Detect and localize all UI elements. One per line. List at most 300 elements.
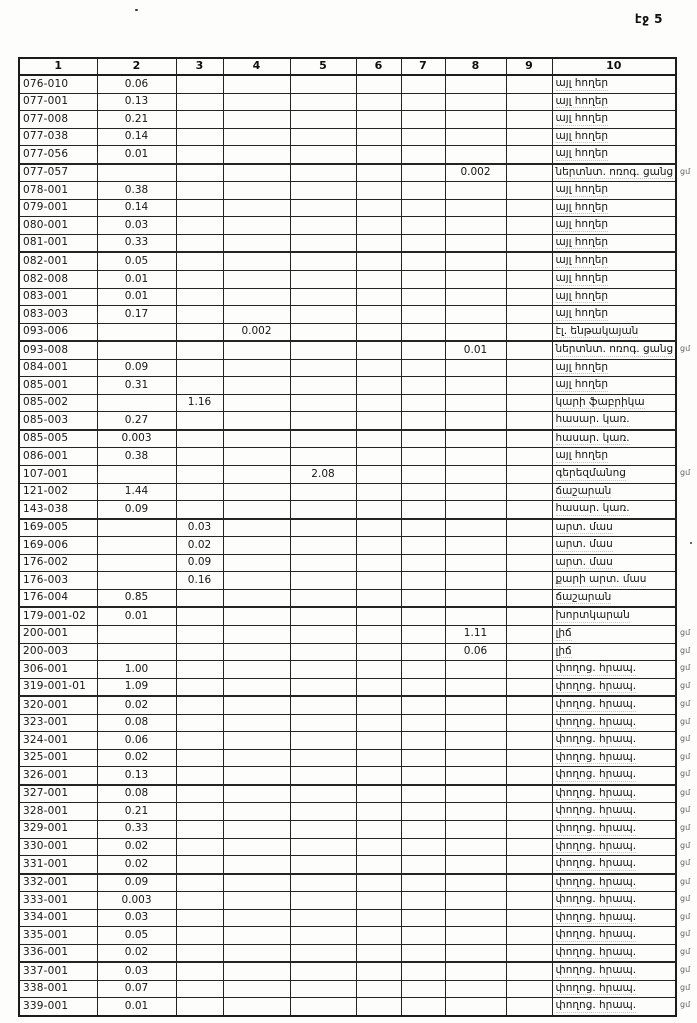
value-cell-col8	[445, 466, 506, 484]
value-cell-col2	[97, 554, 176, 572]
column-header: 5	[290, 58, 356, 75]
value-cell-col3	[176, 483, 223, 501]
value-cell-col8	[445, 199, 506, 217]
value-cell-col8	[445, 93, 506, 111]
value-cell-col2: 0.27	[97, 412, 176, 430]
column-header: 3	[176, 58, 223, 75]
column-header: 1	[19, 58, 97, 75]
value-cell-col5	[290, 572, 356, 590]
value-cell-col2: 0.01	[97, 998, 176, 1016]
land-type-cell	[552, 448, 676, 466]
table-row	[19, 448, 676, 466]
value-cell-col2: 0.01	[97, 146, 176, 164]
land-parcel-table	[18, 57, 691, 1017]
value-cell-col8	[445, 998, 506, 1016]
handwritten-margin-note: ցմ	[680, 1000, 691, 1010]
land-type-cell	[552, 519, 676, 537]
value-cell-col8	[445, 377, 506, 395]
land-type-label: այլ հողեր	[555, 218, 609, 231]
value-cell-col4	[223, 483, 290, 501]
table-row	[19, 767, 676, 785]
handwritten-margin-note: ցմ	[680, 787, 691, 797]
value-cell-col5	[290, 341, 356, 359]
handwritten-margin-note: ցմ	[680, 858, 691, 868]
parcel-code-cell: 081-001	[19, 234, 97, 252]
value-cell-col2	[97, 323, 176, 341]
value-cell-col3	[176, 341, 223, 359]
value-cell-col6	[356, 909, 401, 927]
value-cell-col4	[223, 678, 290, 696]
land-type-label: արտ. մաս	[555, 555, 613, 568]
land-type-label: փողոց. հրապ.	[555, 839, 637, 852]
value-cell-col8	[445, 909, 506, 927]
value-cell-col2: 0.05	[97, 252, 176, 270]
parcel-code-cell: 169-005	[19, 519, 97, 537]
land-type-label: այլ հողեր	[555, 378, 609, 391]
land-type-cell	[552, 323, 676, 341]
value-cell-col5	[290, 625, 356, 643]
land-type-label: փողոց. հրապ.	[555, 910, 637, 923]
header-row	[19, 58, 676, 75]
table-row	[19, 501, 676, 519]
table-row	[19, 519, 676, 537]
handwritten-margin-note: ցմ	[680, 699, 691, 709]
value-cell-col4	[223, 234, 290, 252]
handwritten-margin-note: ցմ	[680, 769, 691, 779]
value-cell-col3	[176, 767, 223, 785]
value-cell-col3: 1.16	[176, 394, 223, 412]
land-type-cell	[552, 164, 691, 182]
land-type-cell	[552, 111, 676, 129]
value-cell-col6	[356, 785, 401, 803]
value-cell-col6	[356, 234, 401, 252]
parcel-code-cell: 328-001	[19, 803, 97, 821]
value-cell-col8	[445, 111, 506, 129]
value-cell-col6	[356, 767, 401, 785]
value-cell-col9	[506, 359, 552, 377]
value-cell-col2: 0.09	[97, 874, 176, 892]
value-cell-col2: 0.05	[97, 927, 176, 945]
land-type-cell	[552, 589, 676, 607]
value-cell-col9	[506, 785, 552, 803]
land-type-cell	[552, 93, 676, 111]
value-cell-col4	[223, 589, 290, 607]
value-cell-col8: 1.11	[445, 625, 506, 643]
value-cell-col8	[445, 234, 506, 252]
land-type-label: ճաշարան	[555, 590, 612, 603]
land-type-label: փողոց. հրապ.	[555, 768, 637, 781]
value-cell-col4	[223, 785, 290, 803]
parcel-code-cell: 339-001	[19, 998, 97, 1016]
land-type-cell	[552, 856, 691, 874]
value-cell-col3: 0.09	[176, 554, 223, 572]
parcel-code-cell: 121-002	[19, 483, 97, 501]
table-row	[19, 394, 676, 412]
value-cell-col9	[506, 146, 552, 164]
value-cell-col5	[290, 927, 356, 945]
value-cell-col5	[290, 696, 356, 714]
land-type-cell	[552, 980, 691, 998]
value-cell-col7	[401, 341, 445, 359]
table-header	[19, 58, 676, 75]
value-cell-col3	[176, 803, 223, 821]
table-row	[19, 111, 676, 129]
handwritten-margin-note: ցմ	[680, 751, 691, 761]
parcel-code-cell: 338-001	[19, 980, 97, 998]
value-cell-col5	[290, 874, 356, 892]
parcel-code-cell: 326-001	[19, 767, 97, 785]
value-cell-col4	[223, 359, 290, 377]
value-cell-col6	[356, 980, 401, 998]
handwritten-margin-note: ցմ	[680, 468, 691, 478]
table-row	[19, 252, 676, 270]
land-type-label: փողոց. հրապ.	[555, 679, 637, 692]
value-cell-col6	[356, 519, 401, 537]
value-cell-col7	[401, 767, 445, 785]
land-type-cell	[552, 483, 676, 501]
handwritten-margin-note: ցմ	[680, 965, 691, 975]
value-cell-col7	[401, 306, 445, 324]
land-type-cell	[552, 643, 691, 661]
land-type-cell	[552, 696, 691, 714]
handwritten-margin-note: ցմ	[680, 344, 691, 354]
handwritten-margin-note: ցմ	[680, 663, 691, 673]
land-type-cell	[552, 234, 676, 252]
table-row	[19, 838, 676, 856]
land-type-cell	[552, 430, 676, 448]
value-cell-col9	[506, 128, 552, 146]
value-cell-col5	[290, 785, 356, 803]
value-cell-col8	[445, 678, 506, 696]
parcel-code-cell: 331-001	[19, 856, 97, 874]
value-cell-col7	[401, 288, 445, 306]
value-cell-col3	[176, 696, 223, 714]
value-cell-col6	[356, 803, 401, 821]
value-cell-col3	[176, 909, 223, 927]
table-row	[19, 607, 676, 625]
value-cell-col7	[401, 501, 445, 519]
value-cell-col5	[290, 519, 356, 537]
land-type-label: էլ. ենթակայան	[555, 324, 639, 337]
value-cell-col8	[445, 607, 506, 625]
value-cell-col5	[290, 93, 356, 111]
column-header: 2	[97, 58, 176, 75]
value-cell-col7	[401, 749, 445, 767]
value-cell-col4	[223, 182, 290, 200]
table-row	[19, 678, 676, 696]
value-cell-col3	[176, 998, 223, 1016]
value-cell-col9	[506, 394, 552, 412]
parcel-code-cell: 082-008	[19, 271, 97, 289]
parcel-code-cell: 076-010	[19, 75, 97, 93]
value-cell-col6	[356, 182, 401, 200]
value-cell-col7	[401, 643, 445, 661]
parcel-code-cell: 320-001	[19, 696, 97, 714]
parcel-code-cell: 077-056	[19, 146, 97, 164]
value-cell-col3	[176, 466, 223, 484]
value-cell-col8: 0.01	[445, 341, 506, 359]
handwritten-margin-note: ցմ	[680, 680, 691, 690]
value-cell-col3	[176, 182, 223, 200]
parcel-code-cell: 083-001	[19, 288, 97, 306]
value-cell-col9	[506, 430, 552, 448]
value-cell-col7	[401, 714, 445, 732]
value-cell-col5	[290, 661, 356, 679]
parcel-code-cell: 336-001	[19, 944, 97, 962]
value-cell-col4	[223, 501, 290, 519]
value-cell-col9	[506, 537, 552, 555]
value-cell-col5	[290, 678, 356, 696]
land-type-cell	[552, 146, 676, 164]
table-row	[19, 341, 676, 359]
value-cell-col6	[356, 323, 401, 341]
value-cell-col3	[176, 820, 223, 838]
value-cell-col3	[176, 271, 223, 289]
land-type-label: փողոց. հրապ.	[555, 733, 637, 746]
parcel-code-cell: 080-001	[19, 217, 97, 235]
value-cell-col4	[223, 93, 290, 111]
value-cell-col9	[506, 856, 552, 874]
land-type-label: փողոց. հրապ.	[555, 999, 637, 1012]
value-cell-col4	[223, 217, 290, 235]
value-cell-col6	[356, 838, 401, 856]
land-type-cell	[552, 341, 691, 359]
land-type-cell	[552, 803, 691, 821]
value-cell-col9	[506, 838, 552, 856]
value-cell-col8	[445, 537, 506, 555]
value-cell-col6	[356, 359, 401, 377]
parcel-code-cell: 077-008	[19, 111, 97, 129]
parcel-code-cell: 327-001	[19, 785, 97, 803]
column-header: 10	[552, 58, 676, 75]
parcel-code-cell: 325-001	[19, 749, 97, 767]
value-cell-col2: 0.33	[97, 234, 176, 252]
value-cell-col7	[401, 271, 445, 289]
land-type-label: փողոց. հրապ.	[555, 662, 637, 675]
value-cell-col5	[290, 430, 356, 448]
value-cell-col2: 0.02	[97, 838, 176, 856]
value-cell-col7	[401, 93, 445, 111]
value-cell-col4	[223, 944, 290, 962]
value-cell-col9	[506, 944, 552, 962]
handwritten-margin-note: ցմ	[680, 627, 691, 637]
value-cell-col9	[506, 111, 552, 129]
value-cell-col2: 0.14	[97, 199, 176, 217]
value-cell-col9	[506, 714, 552, 732]
value-cell-col6	[356, 962, 401, 980]
value-cell-col6	[356, 199, 401, 217]
table-row	[19, 625, 676, 643]
column-header: 8	[445, 58, 506, 75]
value-cell-col7	[401, 661, 445, 679]
parcel-code-cell: 169-006	[19, 537, 97, 555]
value-cell-col5	[290, 182, 356, 200]
value-cell-col6	[356, 944, 401, 962]
value-cell-col7	[401, 607, 445, 625]
land-type-cell	[552, 128, 676, 146]
table-row	[19, 909, 676, 927]
value-cell-col8	[445, 749, 506, 767]
value-cell-col2: 0.08	[97, 785, 176, 803]
land-type-label: ներտնտ. ոռոգ. ցանց	[555, 165, 674, 178]
value-cell-col4	[223, 341, 290, 359]
table-row	[19, 323, 676, 341]
value-cell-col6	[356, 661, 401, 679]
value-cell-col2	[97, 164, 176, 182]
value-cell-col9	[506, 501, 552, 519]
value-cell-col6	[356, 483, 401, 501]
value-cell-col8	[445, 856, 506, 874]
page-number: էջ 5	[634, 12, 663, 26]
handwritten-margin-note: ցմ	[680, 911, 691, 921]
value-cell-col9	[506, 732, 552, 750]
value-cell-col2: 0.14	[97, 128, 176, 146]
land-type-cell	[552, 252, 676, 270]
handwritten-margin-note: ցմ	[680, 840, 691, 850]
value-cell-col4	[223, 732, 290, 750]
parcel-code-cell: 319-001-01	[19, 678, 97, 696]
value-cell-col4	[223, 892, 290, 910]
value-cell-col4	[223, 271, 290, 289]
table-row	[19, 643, 676, 661]
value-cell-col9	[506, 554, 552, 572]
land-type-cell	[552, 537, 676, 555]
value-cell-col5	[290, 589, 356, 607]
value-cell-col9	[506, 998, 552, 1016]
land-type-cell	[552, 767, 691, 785]
land-type-cell	[552, 288, 676, 306]
value-cell-col5	[290, 643, 356, 661]
value-cell-col4	[223, 146, 290, 164]
value-cell-col2: 0.09	[97, 359, 176, 377]
table-row	[19, 944, 676, 962]
value-cell-col2: 0.21	[97, 111, 176, 129]
value-cell-col6	[356, 696, 401, 714]
land-type-label: հասար. կառ.	[555, 431, 630, 444]
table-row	[19, 466, 676, 484]
value-cell-col7	[401, 856, 445, 874]
value-cell-col9	[506, 75, 552, 93]
value-cell-col8	[445, 962, 506, 980]
value-cell-col8	[445, 714, 506, 732]
value-cell-col4	[223, 714, 290, 732]
value-cell-col3	[176, 252, 223, 270]
value-cell-col4	[223, 856, 290, 874]
value-cell-col3	[176, 288, 223, 306]
value-cell-col9	[506, 234, 552, 252]
value-cell-col4	[223, 430, 290, 448]
value-cell-col4	[223, 767, 290, 785]
value-cell-col7	[401, 182, 445, 200]
land-type-cell	[552, 661, 691, 679]
value-cell-col8	[445, 306, 506, 324]
land-type-label: հասար. կառ.	[555, 502, 630, 515]
table-row	[19, 146, 676, 164]
table-row	[19, 732, 676, 750]
value-cell-col4	[223, 448, 290, 466]
value-cell-col3	[176, 75, 223, 93]
value-cell-col7	[401, 732, 445, 750]
value-cell-col7	[401, 909, 445, 927]
land-type-label: փողոց. հրապ.	[555, 945, 637, 958]
land-type-cell	[552, 199, 676, 217]
value-cell-col3	[176, 874, 223, 892]
parcel-code-cell: 179-001-02	[19, 607, 97, 625]
land-type-label: փողոց. հրապ.	[555, 750, 637, 763]
value-cell-col2: 0.17	[97, 306, 176, 324]
value-cell-col4	[223, 803, 290, 821]
value-cell-col8	[445, 448, 506, 466]
value-cell-col8	[445, 874, 506, 892]
land-type-label: այլ հողեր	[555, 147, 609, 160]
value-cell-col6	[356, 448, 401, 466]
value-cell-col9	[506, 412, 552, 430]
value-cell-col9	[506, 820, 552, 838]
value-cell-col2: 0.01	[97, 607, 176, 625]
land-type-cell	[552, 714, 691, 732]
value-cell-col8	[445, 519, 506, 537]
value-cell-col8	[445, 146, 506, 164]
value-cell-col9	[506, 252, 552, 270]
scan-speck	[690, 542, 692, 544]
land-type-label: ներտնտ. ոռոգ. ցանց	[555, 343, 674, 356]
land-type-label: փողոց. հրապ.	[555, 821, 637, 834]
value-cell-col6	[356, 306, 401, 324]
value-cell-col3	[176, 501, 223, 519]
parcel-code-cell: 337-001	[19, 962, 97, 980]
table-row	[19, 306, 676, 324]
value-cell-col5	[290, 749, 356, 767]
value-cell-col7	[401, 998, 445, 1016]
parcel-code-cell: 107-001	[19, 466, 97, 484]
parcel-code-cell: 077-001	[19, 93, 97, 111]
land-type-label: փողոց. հրապ.	[555, 857, 637, 870]
table-row	[19, 75, 676, 93]
value-cell-col2: 0.003	[97, 430, 176, 448]
value-cell-col4	[223, 252, 290, 270]
table-row	[19, 199, 676, 217]
value-cell-col9	[506, 199, 552, 217]
value-cell-col9	[506, 288, 552, 306]
table-row	[19, 856, 676, 874]
value-cell-col9	[506, 323, 552, 341]
value-cell-col4	[223, 661, 290, 679]
value-cell-col2: 0.01	[97, 271, 176, 289]
value-cell-col6	[356, 75, 401, 93]
value-cell-col9	[506, 483, 552, 501]
value-cell-col9	[506, 93, 552, 111]
value-cell-col4	[223, 466, 290, 484]
table-row	[19, 998, 676, 1016]
value-cell-col3	[176, 146, 223, 164]
value-cell-col5	[290, 75, 356, 93]
value-cell-col4	[223, 838, 290, 856]
parcel-code-cell: 085-002	[19, 394, 97, 412]
value-cell-col5	[290, 980, 356, 998]
value-cell-col9	[506, 767, 552, 785]
value-cell-col4	[223, 75, 290, 93]
value-cell-col8	[445, 980, 506, 998]
value-cell-col5	[290, 359, 356, 377]
value-cell-col9	[506, 164, 552, 182]
value-cell-col3: 0.16	[176, 572, 223, 590]
value-cell-col9	[506, 448, 552, 466]
value-cell-col6	[356, 856, 401, 874]
value-cell-col5	[290, 803, 356, 821]
value-cell-col8	[445, 696, 506, 714]
value-cell-col4	[223, 377, 290, 395]
land-type-cell	[552, 998, 691, 1016]
